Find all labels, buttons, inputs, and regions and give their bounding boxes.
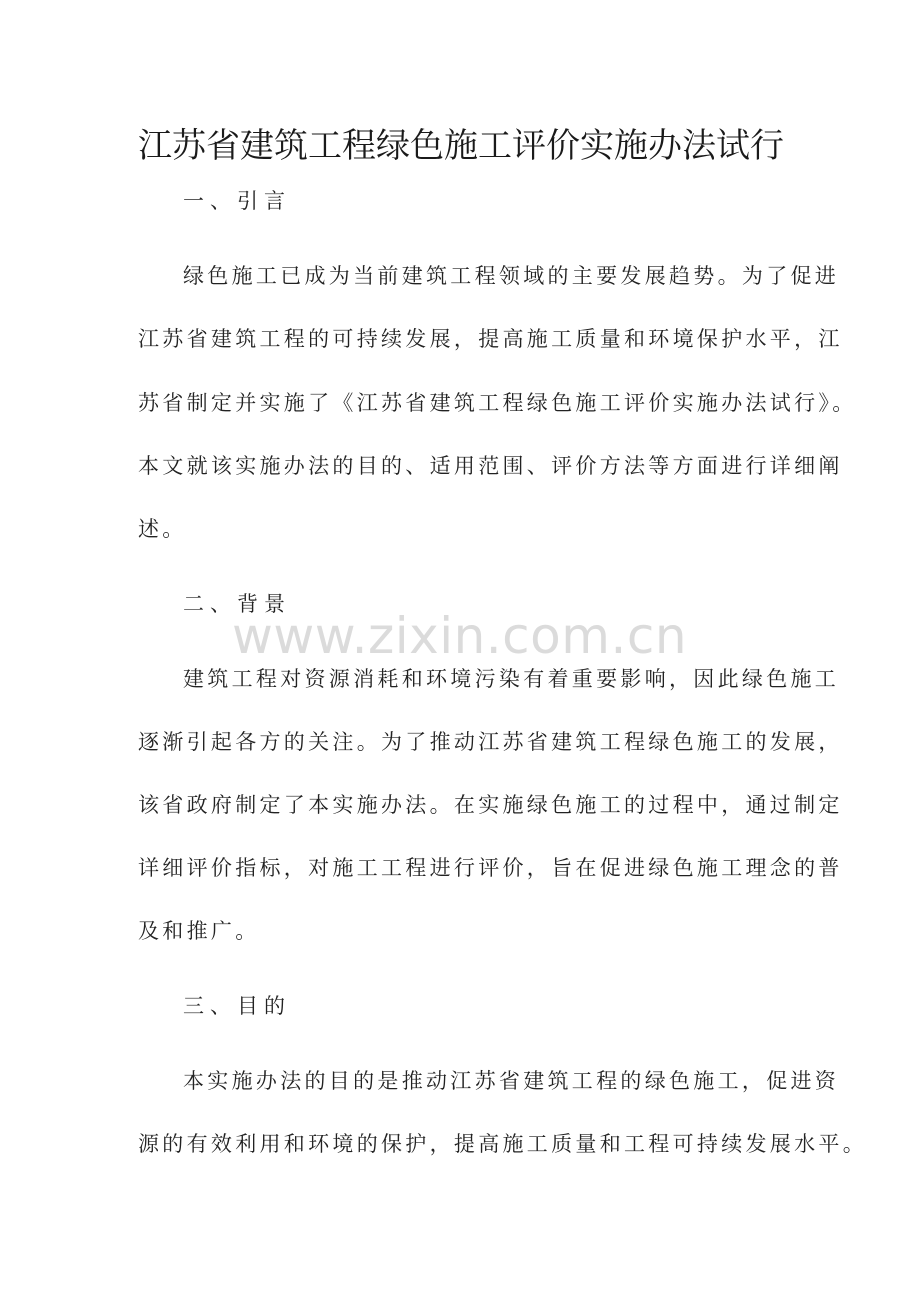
paragraph-line: 苏省制定并实施了《江苏省建筑工程绿色施工评价实施办法试行》。 — [138, 391, 857, 415]
paragraph-line: 及和推广。 — [138, 919, 260, 943]
paragraph-line: 建筑工程对资源消耗和环境污染有着重要影响，因此绿色施工 — [183, 667, 840, 691]
section-heading-purpose: 三、目的 — [183, 994, 291, 1018]
section-heading-background: 二、背景 — [183, 592, 291, 616]
paragraph-line: 逐渐引起各方的关注。为了推动江苏省建筑工程绿色施工的发展， — [138, 730, 843, 754]
paragraph-line: 本文就该实施办法的目的、适用范围、评价方法等方面进行详细阐 — [138, 454, 843, 478]
paragraph-line: 本实施办法的目的是推动江苏省建筑工程的绿色施工，促进资 — [183, 1069, 840, 1093]
paragraph-line: 江苏省建筑工程的可持续发展，提高施工质量和环境保护水平，江 — [138, 327, 843, 351]
watermark: www.zixin.com.cn — [232, 607, 688, 665]
paragraph-line: 绿色施工已成为当前建筑工程领域的主要发展趋势。为了促进 — [183, 264, 840, 288]
document-title: 江苏省建筑工程绿色施工评价实施办法试行 — [138, 126, 784, 166]
paragraph-line: 该省政府制定了本实施办法。在实施绿色施工的过程中，通过制定 — [138, 793, 843, 817]
section-heading-intro: 一、引言 — [183, 189, 291, 213]
paragraph-line: 源的有效利用和环境的保护，提高施工质量和工程可持续发展水平。 — [138, 1132, 867, 1156]
paragraph-line: 详细评价指标，对施工工程进行评价，旨在促进绿色施工理念的普 — [138, 856, 843, 880]
paragraph-line: 述。 — [138, 517, 187, 541]
